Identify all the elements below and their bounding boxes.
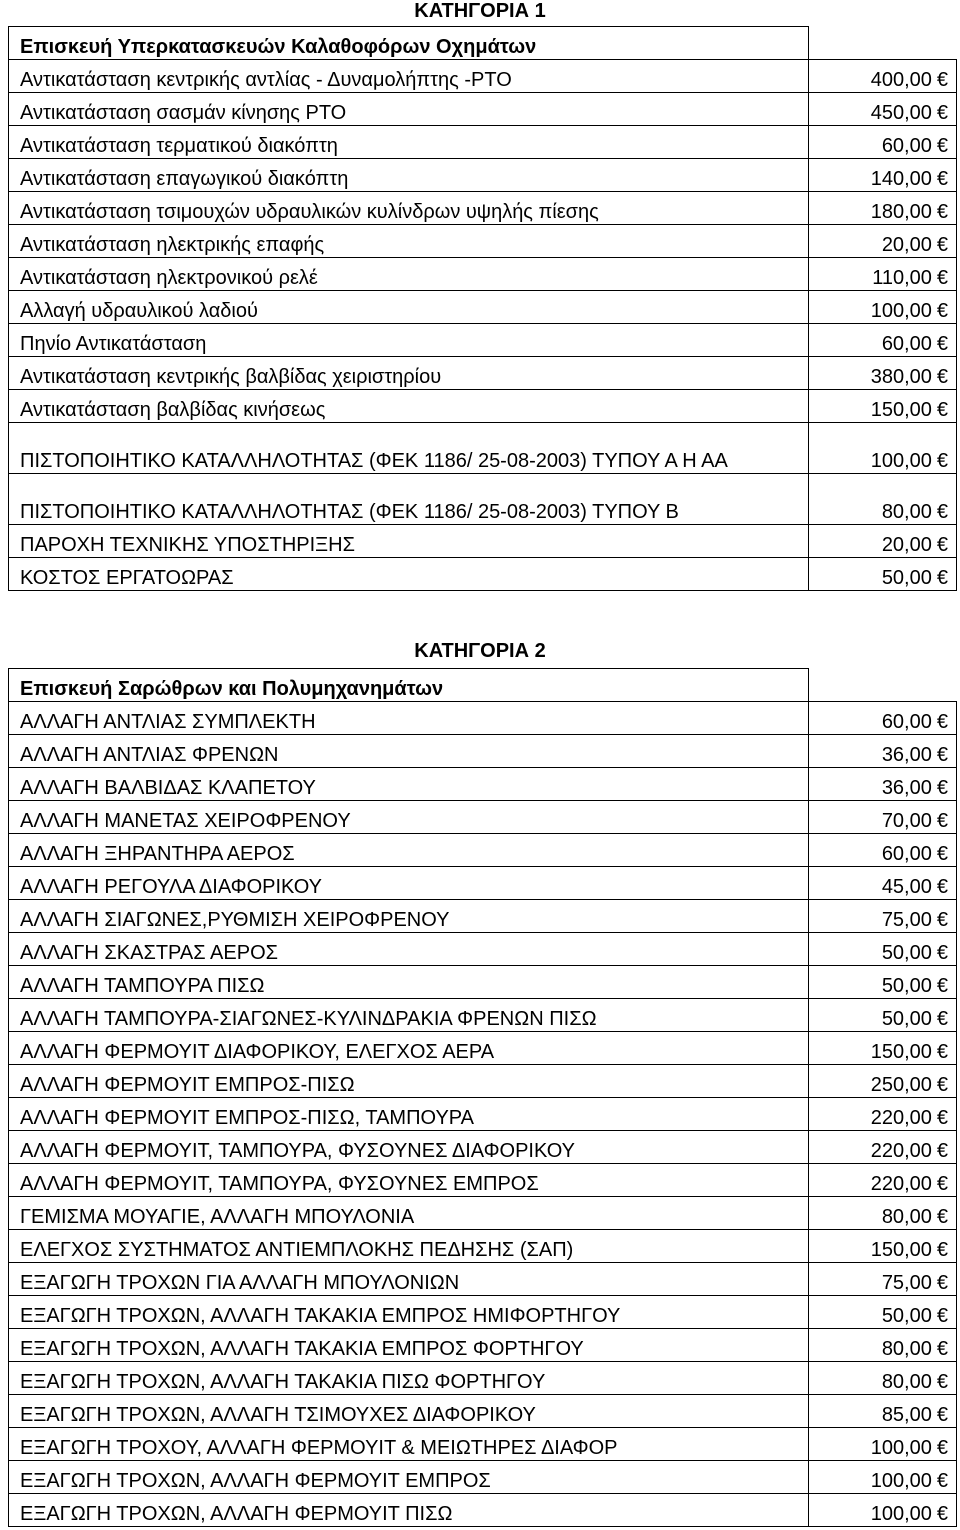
euro-icon: € (936, 1173, 948, 1195)
price-cell (809, 357, 957, 390)
price-value: 100,00 (870, 1503, 932, 1525)
euro-icon: € (936, 876, 948, 898)
euro-icon: € (936, 744, 948, 766)
price-value: 140,00 (870, 168, 932, 190)
euro-icon: € (936, 501, 948, 523)
price-value: 50,00 (881, 567, 932, 589)
category-heading: Επισκευή Υπερκατασκευών Καλαθοφόρων Οχημάτων (9, 27, 809, 60)
price-value: 220,00 (870, 1140, 932, 1162)
price-cell (809, 126, 957, 159)
table-row (9, 1230, 957, 1263)
table-row (9, 525, 957, 558)
price-cell (809, 1197, 957, 1230)
service-label: ΑΛΛΑΓΗ ΦΕΡΜΟΥΙΤ, ΤΑΜΠΟΥΡΑ, ΦΥΣΟΥΝΕΣ ΕΜΠΡΟΣ (9, 1164, 809, 1197)
price-value: 20,00 (881, 534, 932, 556)
price-cell (809, 1065, 957, 1098)
table-row (9, 423, 957, 474)
price-value: 45,00 (881, 876, 932, 898)
table-row (9, 999, 957, 1032)
table-row (9, 1164, 957, 1197)
price-value: 60,00 (881, 711, 932, 733)
price-value: 60,00 (881, 333, 932, 355)
service-label: ΑΛΛΑΓΗ ΤΑΜΠΟΥΡΑ-ΣΙΑΓΩΝΕΣ-ΚΥΛΙΝΔΡΑΚΙΑ ΦΡΕΝΩΝ ΠΙΣΩ (9, 999, 809, 1032)
table-row (9, 1362, 957, 1395)
service-label: ΑΛΛΑΓΗ ΣΙΑΓΩΝΕΣ,ΡΥΘΜΙΣΗ ΧΕΙΡΟΦΡΕΝΟΥ (9, 900, 809, 933)
table-row (9, 324, 957, 357)
table-row (9, 1263, 957, 1296)
price-cell (809, 1329, 957, 1362)
price-cell (809, 735, 957, 768)
price-value: 80,00 (881, 1206, 932, 1228)
price-value: 60,00 (881, 843, 932, 865)
price-value: 250,00 (870, 1074, 932, 1096)
price-value: 70,00 (881, 810, 932, 832)
table-row (9, 900, 957, 933)
table-row (9, 966, 957, 999)
euro-icon: € (936, 102, 948, 124)
price-cell (809, 1428, 957, 1461)
euro-icon: € (936, 267, 948, 289)
price-cell (809, 324, 957, 357)
table-row (9, 126, 957, 159)
service-label: ΑΛΛΑΓΗ ΤΑΜΠΟΥΡΑ ΠΙΣΩ (9, 966, 809, 999)
table-row (9, 834, 957, 867)
service-label: ΕΞΑΓΩΓΗ ΤΡΟΧΩΝ, ΑΛΛΑΓΗ ΦΕΡΜΟΥΙΤ ΕΜΠΡΟΣ (9, 1461, 809, 1494)
euro-icon: € (936, 1470, 948, 1492)
price-cell (809, 966, 957, 999)
service-label: Αντικατάσταση ηλεκτρονικού ρελέ (9, 258, 809, 291)
price-value: 50,00 (881, 942, 932, 964)
price-cell (809, 933, 957, 966)
euro-icon: € (936, 1206, 948, 1228)
service-label: Αντικατάσταση κεντρικής βαλβίδας χειριστηρίου (9, 357, 809, 390)
service-label: ΕΞΑΓΩΓΗ ΤΡΟΧΩΝ ΓΙΑ ΑΛΛΑΓΗ ΜΠΟΥΛΟΝΙΩΝ (9, 1263, 809, 1296)
price-cell (809, 60, 957, 93)
euro-icon: € (936, 1371, 948, 1393)
service-label: Αντικατάσταση επαγωγικού διακόπτη (9, 159, 809, 192)
service-label: Αντικατάσταση κεντρικής αντλίας - Δυναμολήπτης -PTO (9, 60, 809, 93)
table-row (9, 474, 957, 525)
service-label: ΑΛΛΑΓΗ ΒΑΛΒΙΔΑΣ ΚΛΑΠΕΤΟΥ (9, 768, 809, 801)
service-label: Αλλαγή υδραυλικού λαδιού (9, 291, 809, 324)
table-row (9, 702, 957, 735)
price-value: 100,00 (870, 450, 932, 472)
price-cell (809, 1494, 957, 1527)
service-label: ΚΟΣΤΟΣ ΕΡΓΑΤΟΩΡΑΣ (9, 558, 809, 591)
service-label: Πηνίο Αντικατάσταση (9, 324, 809, 357)
table-row (9, 933, 957, 966)
service-label: ΑΛΛΑΓΗ ΑΝΤΛΙΑΣ ΣΥΜΠΛΕΚΤΗ (9, 702, 809, 735)
price-cell (809, 159, 957, 192)
service-label: ΑΛΛΑΓΗ ΜΑΝΕΤΑΣ ΧΕΙΡΟΦΡΕΝΟΥ (9, 801, 809, 834)
price-value: 36,00 (881, 744, 932, 766)
table-row (9, 258, 957, 291)
price-value: 150,00 (870, 1041, 932, 1063)
euro-icon: € (936, 1437, 948, 1459)
price-value: 20,00 (881, 234, 932, 256)
euro-icon: € (936, 69, 948, 91)
euro-icon: € (936, 534, 948, 556)
euro-icon: € (936, 1074, 948, 1096)
table-row (9, 60, 957, 93)
price-cell (809, 999, 957, 1032)
service-label: ΑΛΛΑΓΗ ΣΚΑΣΤΡΑΣ ΑΕΡΟΣ (9, 933, 809, 966)
euro-icon: € (936, 135, 948, 157)
service-label: ΠΙΣΤΟΠΟΙΗΤΙΚΟ ΚΑΤΑΛΛΗΛΟΤΗΤΑΣ (ΦΕΚ 1186/ 25-08-2003) ΤΥΠΟΥ Α Η ΑΑ (9, 423, 809, 474)
service-label: ΕΞΑΓΩΓΗ ΤΡΟΧΩΝ, ΑΛΛΑΓΗ ΤΑΚΑΚΙΑ ΕΜΠΡΟΣ ΗΜΙΦΟΡΤΗΓΟΥ (9, 1296, 809, 1329)
category-2-table (8, 668, 957, 1527)
table-row (9, 357, 957, 390)
price-value: 60,00 (881, 135, 932, 157)
service-label: ΑΛΛΑΓΗ ΦΕΡΜΟΥΙΤ ΔΙΑΦΟΡΙΚΟΥ, ΕΛΕΓΧΟΣ ΑΕΡΑ (9, 1032, 809, 1065)
price-cell (809, 1098, 957, 1131)
euro-icon: € (936, 1338, 948, 1360)
price-value: 180,00 (870, 201, 932, 223)
price-value: 100,00 (870, 1437, 932, 1459)
table-row (9, 1131, 957, 1164)
table-row (9, 192, 957, 225)
euro-icon: € (936, 234, 948, 256)
service-label: ΕΞΑΓΩΓΗ ΤΡΟΧΟΥ, ΑΛΛΑΓΗ ΦΕΡΜΟΥΙΤ & ΜΕΙΩΤΗΡΕΣ ΔΙΑΦΟΡ (9, 1428, 809, 1461)
price-value: 150,00 (870, 399, 932, 421)
price-value: 450,00 (870, 102, 932, 124)
price-cell (809, 474, 957, 525)
euro-icon: € (936, 168, 948, 190)
price-value: 50,00 (881, 1008, 932, 1030)
price-value: 85,00 (881, 1404, 932, 1426)
heading-empty-cell (809, 669, 957, 702)
euro-icon: € (936, 909, 948, 931)
service-label: ΑΛΛΑΓΗ ΞΗΡΑΝΤΗΡΑ ΑΕΡΟΣ (9, 834, 809, 867)
price-cell (809, 1296, 957, 1329)
table-row (9, 867, 957, 900)
price-value: 100,00 (870, 1470, 932, 1492)
service-label: ΓΕΜΙΣΜΑ ΜΟΥΑΓΙΕ, ΑΛΛΑΓΗ ΜΠΟΥΛΟΝΙΑ (9, 1197, 809, 1230)
table-row (9, 1329, 957, 1362)
service-label: ΕΞΑΓΩΓΗ ΤΡΟΧΩΝ, ΑΛΛΑΓΗ ΤΣΙΜΟΥΧΕΣ ΔΙΑΦΟΡΙΚΟΥ (9, 1395, 809, 1428)
table-row (9, 1197, 957, 1230)
euro-icon: € (936, 333, 948, 355)
price-cell (809, 225, 957, 258)
heading-empty-cell (809, 27, 957, 60)
table-row (9, 390, 957, 423)
euro-icon: € (936, 567, 948, 589)
service-label: Αντικατάσταση τερματικού διακόπτη (9, 126, 809, 159)
service-label: ΑΛΛΑΓΗ ΑΝΤΛΙΑΣ ΦΡΕΝΩΝ (9, 735, 809, 768)
category-2-title: ΚΑΤΗΓΟΡΙΑ 2 (414, 640, 546, 662)
table-row (9, 1428, 957, 1461)
price-cell (809, 525, 957, 558)
price-value: 80,00 (881, 501, 932, 523)
euro-icon: € (936, 1140, 948, 1162)
table-row (9, 1296, 957, 1329)
price-cell (809, 801, 957, 834)
euro-icon: € (936, 201, 948, 223)
euro-icon: € (936, 1305, 948, 1327)
price-cell (809, 702, 957, 735)
service-label: ΠΙΣΤΟΠΟΙΗΤΙΚΟ ΚΑΤΑΛΛΗΛΟΤΗΤΑΣ (ΦΕΚ 1186/ 25-08-2003) ΤΥΠΟΥ Β (9, 474, 809, 525)
euro-icon: € (936, 1041, 948, 1063)
price-value: 150,00 (870, 1239, 932, 1261)
euro-icon: € (936, 450, 948, 472)
table-row (9, 225, 957, 258)
service-label: ΑΛΛΑΓΗ ΦΕΡΜΟΥΙΤ ΕΜΠΡΟΣ-ΠΙΣΩ, ΤΑΜΠΟΥΡΑ (9, 1098, 809, 1131)
table-row (9, 1395, 957, 1428)
table-row (9, 768, 957, 801)
euro-icon: € (936, 1107, 948, 1129)
price-cell (809, 1032, 957, 1065)
euro-icon: € (936, 975, 948, 997)
price-value: 80,00 (881, 1338, 932, 1360)
euro-icon: € (936, 1404, 948, 1426)
price-value: 100,00 (870, 300, 932, 322)
table-row (9, 1098, 957, 1131)
price-cell (809, 1362, 957, 1395)
table-row (9, 801, 957, 834)
euro-icon: € (936, 1008, 948, 1030)
table-row (9, 291, 957, 324)
price-cell (809, 834, 957, 867)
category-1-rows (9, 27, 957, 591)
service-label: Αντικατάσταση βαλβίδας κινήσεως (9, 390, 809, 423)
price-cell (809, 291, 957, 324)
price-value: 50,00 (881, 975, 932, 997)
price-value: 400,00 (870, 69, 932, 91)
service-label: ΕΞΑΓΩΓΗ ΤΡΟΧΩΝ, ΑΛΛΑΓΗ ΤΑΚΑΚΙΑ ΕΜΠΡΟΣ ΦΟΡΤΗΓΟΥ (9, 1329, 809, 1362)
price-cell (809, 1395, 957, 1428)
euro-icon: € (936, 1239, 948, 1261)
euro-icon: € (936, 366, 948, 388)
service-label: ΕΛΕΓΧΟΣ ΣΥΣΤΗΜΑΤΟΣ ΑΝΤΙΕΜΠΛΟΚΗΣ ΠΕΔΗΣΗΣ (ΣΑΠ) (9, 1230, 809, 1263)
table-row (9, 1032, 957, 1065)
category-heading-row (9, 669, 957, 702)
price-cell (809, 423, 957, 474)
euro-icon: € (936, 843, 948, 865)
category-1-table (8, 26, 957, 591)
table-row (9, 1494, 957, 1527)
price-cell (809, 1263, 957, 1296)
price-value: 220,00 (870, 1173, 932, 1195)
price-cell (809, 390, 957, 423)
euro-icon: € (936, 1272, 948, 1294)
price-cell (809, 1461, 957, 1494)
service-label: ΕΞΑΓΩΓΗ ΤΡΟΧΩΝ, ΑΛΛΑΓΗ ΤΑΚΑΚΙΑ ΠΙΣΩ ΦΟΡΤΗΓΟΥ (9, 1362, 809, 1395)
table-row (9, 159, 957, 192)
table-row (9, 1065, 957, 1098)
table-row (9, 735, 957, 768)
price-value: 75,00 (881, 1272, 932, 1294)
euro-icon: € (936, 942, 948, 964)
service-label: ΠΑΡΟΧΗ ΤΕΧΝΙΚΗΣ ΥΠΟΣΤΗΡΙΞΗΣ (9, 525, 809, 558)
price-cell (809, 900, 957, 933)
price-cell (809, 768, 957, 801)
euro-icon: € (936, 399, 948, 421)
euro-icon: € (936, 711, 948, 733)
euro-icon: € (936, 777, 948, 799)
euro-icon: € (936, 810, 948, 832)
price-cell (809, 258, 957, 291)
category-heading: Επισκευή Σαρώθρων και Πολυμηχανημάτων (9, 669, 809, 702)
service-label: Αντικατάσταση ηλεκτρικής επαφής (9, 225, 809, 258)
price-cell (809, 192, 957, 225)
service-label: ΑΛΛΑΓΗ ΦΕΡΜΟΥΙΤ ΕΜΠΡΟΣ-ΠΙΣΩ (9, 1065, 809, 1098)
service-label: ΕΞΑΓΩΓΗ ΤΡΟΧΩΝ, ΑΛΛΑΓΗ ΦΕΡΜΟΥΙΤ ΠΙΣΩ (9, 1494, 809, 1527)
category-2-rows (9, 669, 957, 1527)
price-value: 220,00 (870, 1107, 932, 1129)
euro-icon: € (936, 1503, 948, 1525)
table-row (9, 558, 957, 591)
category-1-title: ΚΑΤΗΓΟΡΙΑ 1 (414, 0, 546, 22)
price-cell (809, 867, 957, 900)
euro-icon: € (936, 300, 948, 322)
price-cell (809, 1131, 957, 1164)
service-label: ΑΛΛΑΓΗ ΦΕΡΜΟΥΙΤ, ΤΑΜΠΟΥΡΑ, ΦΥΣΟΥΝΕΣ ΔΙΑΦΟΡΙΚΟΥ (9, 1131, 809, 1164)
price-value: 110,00 (872, 267, 932, 289)
category-heading-row (9, 27, 957, 60)
price-cell (809, 558, 957, 591)
service-label: Αντικατάσταση σασμάν κίνησης PTO (9, 93, 809, 126)
price-value: 75,00 (881, 909, 932, 931)
service-label: ΑΛΛΑΓΗ ΡΕΓΟΥΛΑ ΔΙΑΦΟΡΙΚΟΥ (9, 867, 809, 900)
price-cell (809, 1164, 957, 1197)
price-value: 36,00 (881, 777, 932, 799)
price-value: 80,00 (881, 1371, 932, 1393)
price-cell (809, 93, 957, 126)
table-row (9, 1461, 957, 1494)
service-label: Αντικατάσταση τσιμουχών υδραυλικών κυλίνδρων υψηλής πίεσης (9, 192, 809, 225)
price-value: 380,00 (870, 366, 932, 388)
price-cell (809, 1230, 957, 1263)
table-row (9, 93, 957, 126)
price-value: 50,00 (881, 1305, 932, 1327)
